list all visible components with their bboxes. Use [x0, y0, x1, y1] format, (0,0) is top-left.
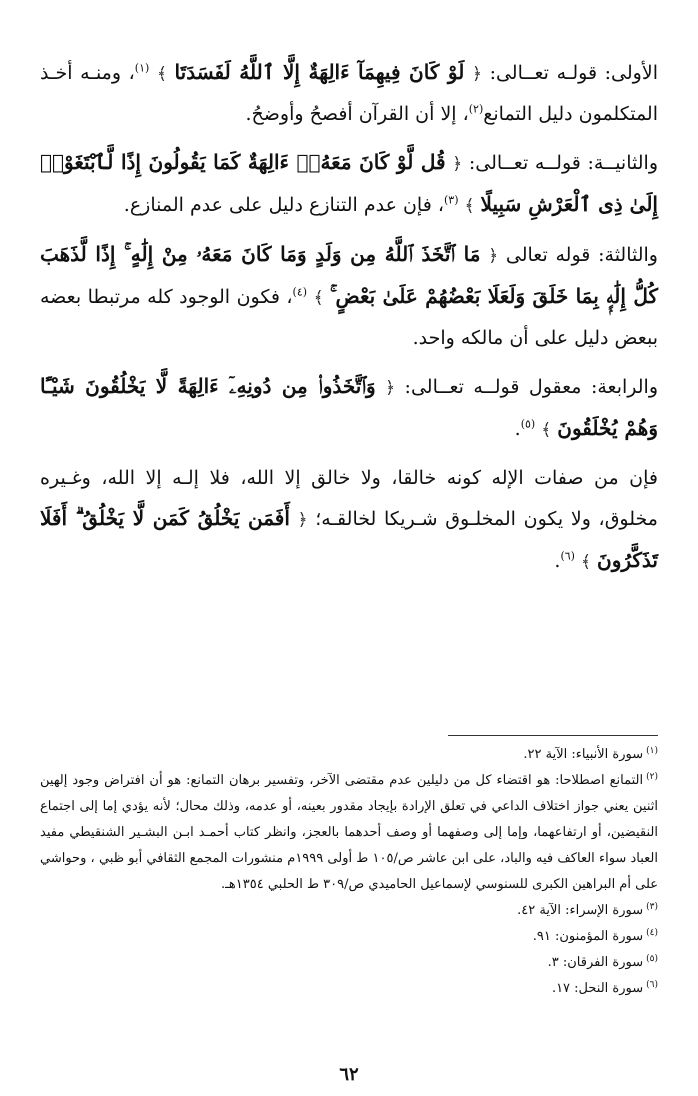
footnote-text: سورة الأنبياء: الآية ٢٢.: [523, 747, 644, 762]
footnote-ref: (٣): [443, 193, 459, 207]
quran-close-bracket: ﴾: [464, 196, 475, 216]
quran-verse: قُل لَّوْ كَانَ مَعَهُۥٓ ءَالِهَةٌ كَمَا يَقُولُونَ إِذًا لَّٱبْتَغَوْا۟ إِلَىٰ ذِى ٱلْعَرْشِ سَبِيلًا: [40, 150, 658, 216]
paragraph-second: [40, 142, 658, 226]
footnote-number: (٢): [646, 771, 658, 782]
footnote-ref: (٥): [520, 417, 536, 431]
main-text: [40, 52, 658, 590]
paragraph-lead: والثالثة: قوله تعالى: [505, 244, 658, 266]
footnote-item: [40, 924, 658, 950]
footnote-ref: (١): [134, 61, 150, 75]
footnote-item: [40, 976, 658, 1002]
quran-verse: مَا ٱتَّخَذَ ٱللَّهُ مِن وَلَدٍ وَمَا كَانَ مَعَهُۥ مِنْ إِلَٰهٍ ۚ إِذًا لَّذَهَبَ كُلُّ إِلَٰهٍۭ بِمَا خَلَقَ وَلَعَلَا بَعْضُهُمْ عَلَىٰ بَعْضٍ ۚ: [40, 242, 658, 308]
paragraph-fourth: [40, 366, 658, 450]
footnote-divider: [448, 735, 658, 736]
footnote-item: [40, 768, 658, 898]
paragraph-lead: والثانيــة: قولــه تعــالى:: [468, 152, 658, 174]
footnote-ref: (٢): [468, 102, 484, 116]
paragraph-tail: ، فكون الوجود كله مرتبطا بعضه ببعض دليل على أن مالكه واحد.: [40, 286, 658, 349]
footnote-number: (٤): [646, 927, 658, 938]
paragraph-tail: .: [514, 418, 521, 440]
footnote-number: (١): [646, 745, 658, 756]
paragraph-third: [40, 234, 658, 358]
footnote-item: [40, 742, 658, 768]
footnote-text: سورة النحل: ١٧.: [551, 981, 644, 996]
quran-open-bracket: ﴿: [488, 246, 499, 266]
paragraph-tail: ، إلا أن القرآن أفصحُ وأوضحُ.: [245, 103, 469, 125]
footnotes-section: [40, 742, 658, 1002]
paragraph-tail: .: [554, 550, 561, 572]
quran-verse: لَوْ كَانَ فِيهِمَآ ءَالِهَةٌ إِلَّا ٱللَّهُ لَفَسَدَتَا: [174, 60, 465, 84]
quran-open-bracket: ﴿: [385, 378, 396, 398]
quran-open-bracket: ﴿: [297, 510, 308, 530]
footnote-number: (٣): [646, 901, 658, 912]
paragraph-tail: ، فإن عدم التنازع دليل على عدم المنازع.: [123, 194, 444, 216]
quran-close-bracket: ﴾: [581, 552, 591, 572]
quran-close-bracket: ﴾: [541, 420, 552, 440]
quran-open-bracket: ﴿: [471, 64, 482, 84]
footnote-ref: (٦): [560, 549, 575, 563]
footnote-number: (٦): [646, 979, 658, 990]
paragraph-first: [40, 52, 658, 134]
quran-close-bracket: ﴾: [313, 288, 324, 308]
footnote-text: سورة الفرقان: ٣.: [547, 955, 644, 970]
quran-open-bracket: ﴿: [452, 154, 463, 174]
footnote-text: سورة المؤمنون: ٩١.: [532, 929, 644, 944]
paragraph-fifth: [40, 458, 658, 582]
footnote-text: التمانع اصطلاحا: هو اقتضاء كل من دليلين عدم مقتضى الآخر، وتفسير برهان التمانع: هو أن افتراض وجود إلهين اثنين يعني جواز اختلاف الداعي في تعلق الإرادة بإيجاد مقدور بعينه، أو عدمه، وذلك محال؛ لأنه يؤدي إما إلى اجتماع النقيضين، أو ارتفاعهما، وإما إلى وصفهما أو وصف أحدهما بالعجز، وانظر كتاب أحمـد ابـن البشـير الشنقيطي مفيد العباد سواء العاكف فيه والباد، على ابن عاشر ص/١٠٥ ط أولى ١٩٩٩م منشورات المجمع الثقافي أبو ظبي ، وحواشي على أم البراهين الكبرى للسنوسي لإسماعيل الحاميدي ص/٣٠٩ ط الحلبي ١٣٥٤هـ.: [40, 773, 659, 892]
quran-verse: أَفَمَن يَخْلُقُ كَمَن لَّا يَخْلُقُ ۗ أَفَلَا تَذَكَّرُونَ: [40, 506, 658, 572]
quran-verse: وَٱتَّخَذُوا۟ مِن دُونِهِۦٓ ءَالِهَةً لَّا يَخْلُقُونَ شَيْـًٔا وَهُمْ يُخْلَقُونَ: [40, 374, 658, 440]
footnote-text: سورة الإسراء: الآية ٤٢.: [517, 903, 644, 918]
footnote-ref: (٤): [292, 285, 308, 299]
footnote-item: [40, 898, 658, 924]
paragraph-lead: الأولى: قولـه تعــالى:: [489, 62, 658, 84]
footnote-item: [40, 950, 658, 976]
paragraph-lead: فإن من صفات الإله كونه خالقا، ولا خالق إلا الله، فلا إلـه إلا الله، وغـيره مخلوق، ولا يكون المخلـوق شـريكا لخالقـه؛: [40, 467, 658, 530]
footnote-number: (٥): [646, 953, 658, 964]
page-number: ٦٢: [339, 1064, 359, 1085]
quran-close-bracket: ﴾: [156, 64, 167, 84]
paragraph-tail: ، ومنـه أخـذ المتكلمون دليل التمانع: [40, 62, 658, 125]
paragraph-lead: والرابعة: معقول قولــه تعــالى:: [404, 376, 658, 398]
